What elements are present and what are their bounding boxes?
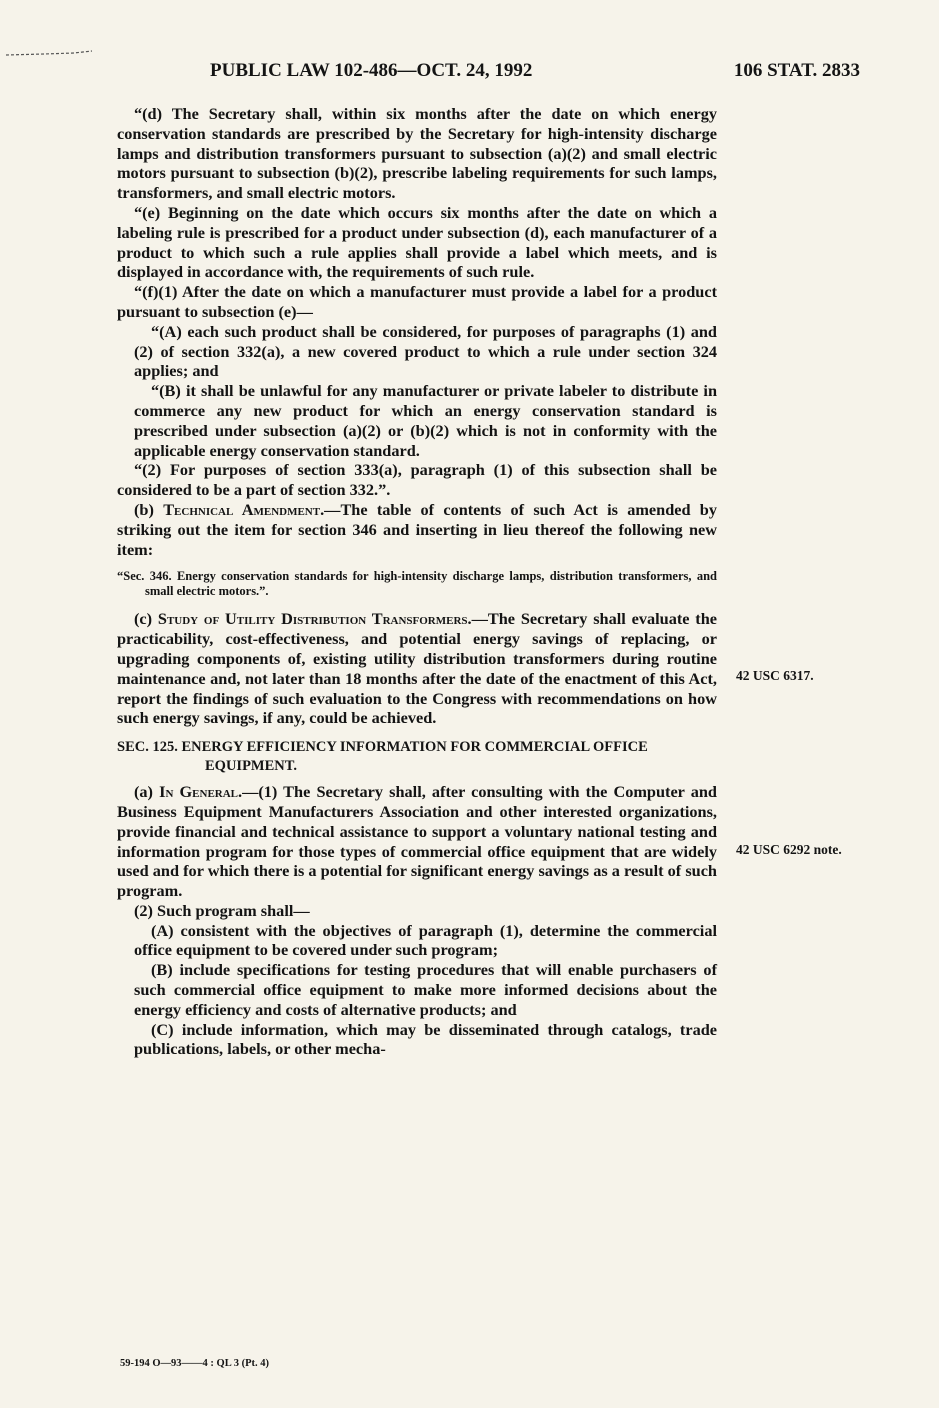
paragraph-a-lead: (a) — [134, 782, 160, 802]
paragraph-a2: (2) Such program shall— — [134, 900, 310, 920]
paragraph-c — [117, 609, 717, 728]
paragraph-c-text: —The Secretary shall evaluate the practicability, cost-effectiveness, and potential energy savings of replacing, or upgrading components of, existing utility distribution transformers during routine maintenance and, not later than 18 months after the date of the enactment of this Act, report the findings of such evaluation to the Congress with recommendations on how such energy savings, if any, could be achieved. — [117, 609, 717, 728]
paragraph-a — [117, 782, 717, 901]
paragraph-b-heading: Technical Amendment. — [163, 499, 325, 519]
paragraph-a-a: (A) consistent with the objectives of paragraph (1), determine the commercial office equipment to be covered under such program; — [134, 920, 717, 960]
page-footer-code: 59-194 O—93——4 : QL 3 (Pt. 4) — [120, 1358, 270, 1369]
paragraph-b-text: —The table of contents of such Act is amended by striking out the item for section 346 and inserting in lieu thereof the following new item: — [117, 499, 718, 559]
paragraph-d: “(d) The Secretary shall, within six months after the date on which energy conservation standards are prescribed by the Secretary for high-intensity discharge lamps and distribution transformers pursuant to subsection (a)(2) and small electric motors pursuant to subsection (b)(2), prescribe labeling requirements for such lamps, transformers, and small electric motors. — [117, 104, 717, 203]
margin-note-usc-6292: 42 USC 6292 note. — [736, 842, 842, 857]
main-text — [117, 104, 717, 1059]
paragraph-a-heading: In General. — [159, 782, 243, 802]
margin-note-usc-6317: 42 USC 6317. — [736, 668, 814, 683]
toc-item: “Sec. 346. Energy conservation standards for high-intensity discharge lamps, distribution transformers, and small electric motors.”. — [117, 569, 717, 599]
scan-smudge — [4, 50, 94, 58]
header-stat-page: 106 STAT. 2833 — [733, 60, 860, 81]
paragraph-a-c: (C) include information, which may be disseminated through catalogs, trade publications, labels, or other mecha- — [134, 1019, 717, 1059]
paragraph-b — [117, 500, 717, 559]
paragraph-a-b: (B) include specifications for testing procedures that will enable purchasers of such commercial office equipment to make more informed decisions about the energy efficiency and costs of alternative products; and — [134, 960, 717, 1019]
section-125-heading: SEC. 125. ENERGY EFFICIENCY INFORMATION FOR COMMERCIAL OFFICE EQUIPMENT. — [117, 739, 648, 775]
paragraph-c-lead: (c) — [134, 609, 158, 629]
paragraph-f-a: “(A) each such product shall be considered, for purposes of paragraphs (1) and (2) of section 332(a), a new covered product to which a rule under section 324 applies; and — [134, 321, 717, 381]
paragraph-c-heading: Study of Utility Distribution Transformers. — [157, 609, 472, 629]
paragraph-f2: “(2) For purposes of section 333(a), paragraph (1) of this subsection shall be considered to be a part of section 332.”. — [117, 460, 717, 500]
paragraph-a-text: —(1) The Secretary shall, after consulting with the Computer and Business Equipment Manufacturers Association and other interested organizations, provide financial and technical assistance to support a voluntary national testing and information program for those types of commercial office equipment that are widely used and for which there is a potential for significant energy savings as a result of such program. — [117, 782, 717, 901]
header-title: PUBLIC LAW 102-486—OCT. 24, 1992 — [210, 60, 533, 81]
paragraph-e: “(e) Beginning on the date which occurs six months after the date on which a labeling rule is prescribed for a product under subsection (d), each manufacturer of a product to which such a rule applies shall provide a label which meets, and is displayed in accordance with, the requirements of such rule. — [117, 202, 717, 282]
paragraph-b-lead: (b) — [134, 499, 164, 519]
paragraph-f-b: “(B) it shall be unlawful for any manufacturer or private labeler to distribute in commerce any new product for which an energy conservation standard is prescribed under subsection (a)(2) or (b)(2) which is not in conformity with the applicable energy conservation standard. — [134, 381, 717, 460]
paragraph-f1: “(f)(1) After the date on which a manufacturer must provide a label for a product pursuant to subsection (e)— — [117, 282, 717, 321]
